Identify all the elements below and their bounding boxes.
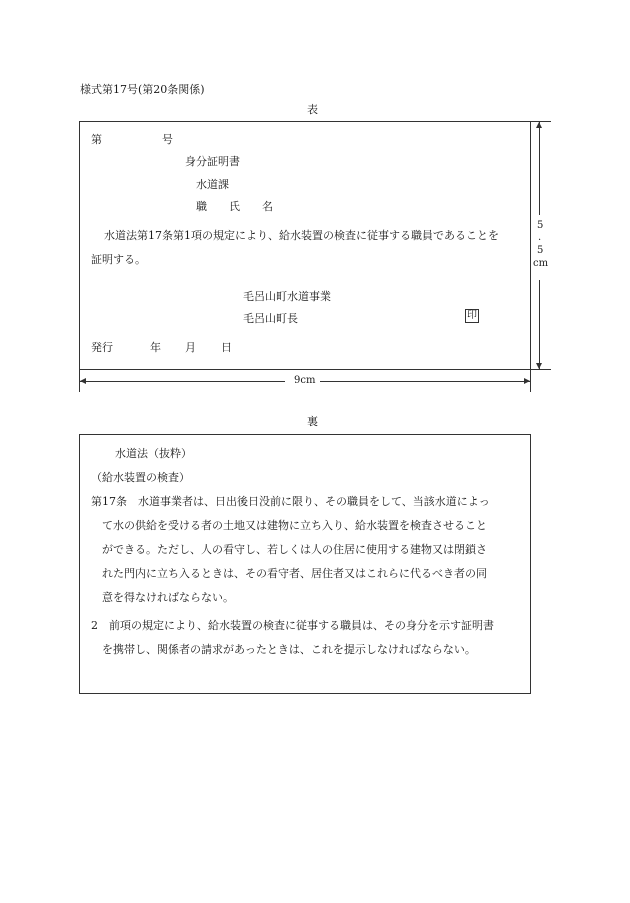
height-tick-bottom xyxy=(531,369,551,370)
width-dimension-line-left xyxy=(80,381,285,382)
issuer-org: 毛呂山町水道事業 xyxy=(243,290,331,303)
width-label: 9cm xyxy=(294,375,316,386)
height-digit-2: 5 xyxy=(537,245,544,256)
article-line-5: 意を得なければならない。 xyxy=(102,591,234,604)
height-unit: cm xyxy=(533,258,549,269)
law-title: 水道法（抜粋） xyxy=(115,447,192,460)
position-name: 職 氏 名 xyxy=(196,200,273,213)
issue-year: 年 xyxy=(150,341,161,354)
article-line-2: て水の供給を受ける者の土地又は建物に立ち入り、給水装置を検査させること xyxy=(102,519,487,532)
height-arrow-down-icon xyxy=(536,363,542,369)
article-line-4: れた門内に立ち入るときは、その看守者、居住者又はこれらに代るべき者の同 xyxy=(102,567,487,580)
width-tick-right xyxy=(530,370,531,392)
id-card-front xyxy=(79,121,531,370)
width-arrow-left-icon xyxy=(80,378,86,384)
certification-line-1: 水道法第17条第1項の規定により、給水装置の検査に従事する職員であることを xyxy=(104,229,499,242)
number-prefix: 第 xyxy=(91,133,102,146)
width-arrow-right-icon xyxy=(524,378,530,384)
article-line-3: ができる。ただし、人の看守し、若しくは人の住居に使用する建物又は閉鎖さ xyxy=(102,543,487,556)
issuer-title: 毛呂山町長 xyxy=(243,312,298,325)
para2-line-1: 2 前項の規定により、給水装置の検査に従事する職員は、その身分を示す証明書 xyxy=(91,619,494,632)
issue-month: 月 xyxy=(185,341,196,354)
para2-line-2: を携帯し、関係者の請求があったときは、これを提示しなければならない。 xyxy=(102,643,476,656)
height-dot: . xyxy=(538,232,542,243)
seal-stamp xyxy=(465,309,479,323)
certification-line-2: 証明する。 xyxy=(91,253,146,266)
section-title: （給水装置の検査） xyxy=(91,471,190,484)
height-dimension-line-top xyxy=(539,122,540,215)
width-dimension-line-right xyxy=(320,381,530,382)
height-digit-1: 5 xyxy=(537,220,544,231)
card-title: 身分証明書 xyxy=(185,155,240,168)
back-label: 裏 xyxy=(307,415,318,428)
front-label: 表 xyxy=(307,103,318,116)
seal-text: 印 xyxy=(467,310,477,321)
height-arrow-up-icon xyxy=(536,122,542,128)
height-dimension-line-bottom xyxy=(539,280,540,369)
form-label: 様式第17号(第20条関係) xyxy=(80,83,205,96)
issue-label: 発行 xyxy=(91,341,113,354)
article-line-1: 第17条 水道事業者は、日出後日没前に限り、その職員をして、当該水道によっ xyxy=(91,495,490,508)
department: 水道課 xyxy=(196,178,229,191)
issue-day: 日 xyxy=(221,341,232,354)
number-suffix: 号 xyxy=(162,133,173,146)
